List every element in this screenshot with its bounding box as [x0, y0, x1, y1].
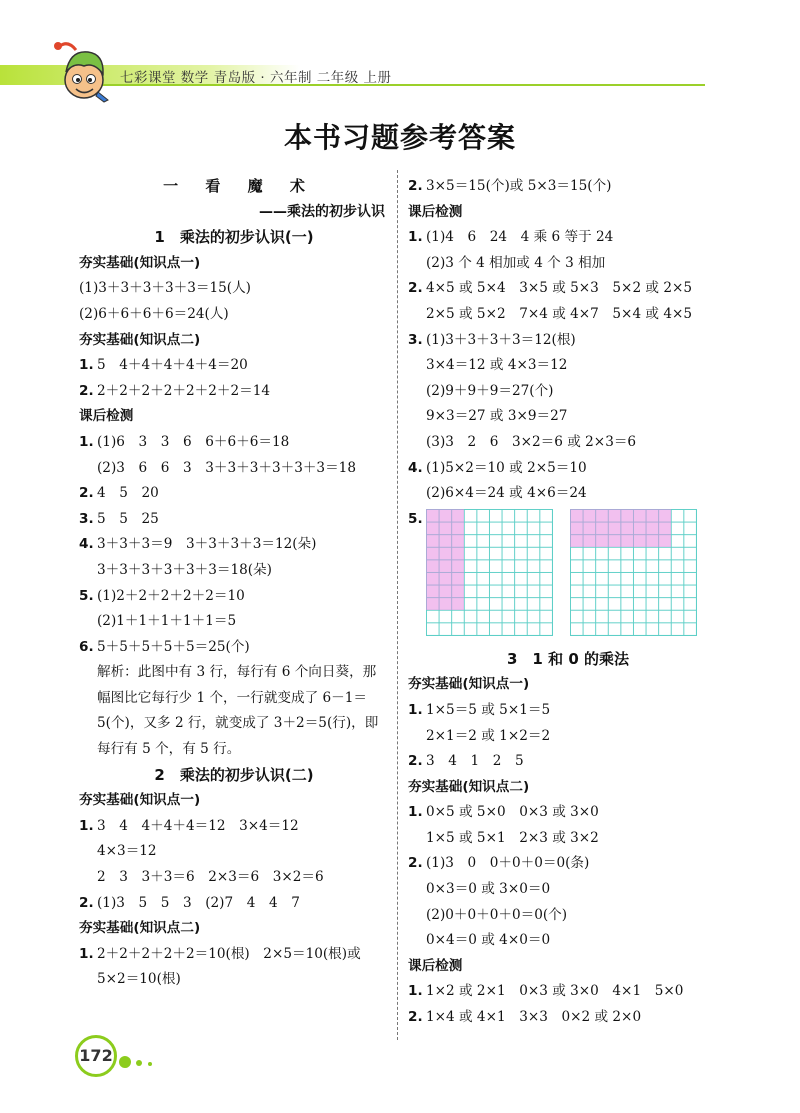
answer-line-continued: (2)3 个 4 相加或 4 个 3 相加 — [426, 254, 606, 271]
answer-text: 2＋2＋2＋2＋2＝10(根) 2×5＝10(根)或 — [97, 945, 361, 962]
answer-line — [79, 814, 389, 840]
lesson-title: 1 乘法的初步认识(一) — [154, 228, 314, 247]
lesson-title: 3 1 和 0 的乘法 — [507, 649, 629, 668]
answer-line — [79, 430, 389, 456]
question-number: 2. — [79, 894, 94, 911]
answer-line — [408, 174, 728, 200]
unit-subtitle: ——乘法的初步认识 — [259, 203, 385, 220]
answer-line — [79, 942, 389, 968]
question-number: 2. — [408, 280, 423, 297]
header-text: 七彩课堂 数学 青岛版 · 六年制 二年级 上册 — [120, 70, 392, 86]
question-number: 6. — [79, 638, 94, 655]
column-divider — [397, 170, 398, 1040]
grid-right-shaded-area — [570, 509, 671, 547]
answer-text: (1)3＋3＋3＋3＝12(根) — [426, 331, 576, 348]
section-heading: 夯实基础(知识点一) — [79, 254, 201, 271]
answer-line — [79, 481, 389, 507]
question-number: 1. — [79, 433, 94, 450]
answer-text: 3 4 1 2 5 — [426, 753, 524, 770]
section-heading: 夯实基础(知识点二) — [79, 331, 201, 348]
grid-right — [570, 509, 697, 636]
question-number: 2. — [79, 485, 94, 502]
answer-line — [79, 532, 389, 558]
answer-line — [408, 979, 728, 1005]
question-number: 2. — [408, 1009, 423, 1026]
lesson-title: 2 乘法的初步认识(二) — [154, 765, 314, 784]
question-number: 1. — [79, 357, 94, 374]
answer-text: 3×5＝15(个)或 5×3＝15(个) — [426, 178, 612, 194]
answer-line: (2)6＋6＋6＋6＝24(人) — [79, 305, 229, 322]
answer-line: (1)3＋3＋3＋3＋3＝15(人) — [79, 280, 251, 297]
question-number: 4. — [79, 536, 94, 553]
answer-text: (1)5×2＝10 或 2×5＝10 — [426, 459, 587, 476]
page-dot-medium — [136, 1060, 142, 1066]
answer-line-continued: (2)3 6 6 3 3＋3＋3＋3＋3＋3＝18 — [97, 459, 356, 476]
answer-line — [408, 749, 728, 775]
answer-text: 2＋2＋2＋2＋2＋2＋2＝14 — [97, 382, 270, 399]
answer-line-continued: (2)9＋9＋9＝27(个) — [426, 382, 554, 399]
page-number: 172 — [75, 1035, 117, 1077]
answer-line — [79, 635, 389, 661]
answer-text: 5 5 25 — [97, 510, 159, 527]
answer-text: 5 4＋4＋4＋4＋4＝20 — [97, 357, 248, 374]
answer-text: 4 5 20 — [97, 485, 159, 502]
question-number: 2. — [408, 753, 423, 770]
page-dot-small — [148, 1062, 152, 1066]
answer-line-continued: 5(个)，又多 2 行，就变成了 3＋2＝5(行)，即 — [97, 715, 379, 732]
section-heading: 课后检测 — [408, 203, 463, 220]
answer-line-continued: 0×3＝0 或 3×0＝0 — [426, 881, 551, 898]
answer-line-continued: (2)0＋0＋0＋0＝0(个) — [426, 906, 568, 923]
answer-text: 0×5 或 5×0 0×3 或 3×0 — [426, 804, 599, 821]
answer-line — [79, 353, 389, 379]
question-number: 3. — [408, 331, 423, 348]
section-heading: 夯实基础(知识点一) — [79, 792, 201, 809]
answer-line — [408, 698, 728, 724]
answer-text: (1)4 6 24 4 乘 6 等于 24 — [426, 229, 614, 246]
answer-line-continued: 幅图比它每行少 1 个，一行就变成了 6－1＝ — [97, 689, 368, 706]
answer-text: 3＋3＋3＝9 3＋3＋3＋3＝12(朵) — [97, 536, 317, 553]
section-heading: 夯实基础(知识点二) — [79, 920, 201, 937]
answer-line — [408, 328, 728, 354]
section-heading: 夯实基础(知识点二) — [408, 778, 530, 795]
question-number: 2. — [79, 382, 94, 399]
answer-line-continued: 0×4＝0 或 4×0＝0 — [426, 932, 551, 949]
answer-line — [408, 1005, 728, 1031]
answer-line-continued: (3)3 2 6 3×2＝6 或 2×3＝6 — [426, 433, 637, 450]
answer-text: (1)2＋2＋2＋2＋2＝10 — [97, 587, 245, 604]
question-number: 1. — [408, 983, 423, 1000]
answer-text: 5＋5＋5＋5＋5＝25(个) — [97, 638, 250, 655]
answer-line-continued: 2 3 3＋3＝6 2×3＝6 3×2＝6 — [97, 869, 324, 886]
answer-text: 4×5 或 5×4 3×5 或 5×3 5×2 或 2×5 — [426, 280, 693, 297]
answer-text: (1)3 0 0＋0＋0＝0(条) — [426, 855, 590, 872]
answer-text: 1×4 或 4×1 3×3 0×2 或 2×0 — [426, 1009, 642, 1026]
question-number: 4. — [408, 459, 423, 476]
section-heading: 夯实基础(知识点一) — [408, 676, 530, 693]
question-number: 5. — [79, 587, 94, 604]
answer-line-continued: 3×4＝12 或 4×3＝12 — [426, 357, 568, 374]
mascot-icon — [46, 36, 116, 106]
answer-line-continued: 2×1＝2 或 1×2＝2 — [426, 727, 551, 744]
answer-line-continued: 每行有 5 个，有 5 行。 — [97, 741, 241, 758]
answer-text: 3 4 4＋4＋4＝12 3×4＝12 — [97, 817, 299, 834]
grid-figure-row — [408, 507, 728, 647]
question-number: 1. — [408, 229, 423, 246]
question-number: 2. — [408, 855, 423, 872]
answer-line — [79, 584, 389, 610]
answer-text: 1×2 或 2×1 0×3 或 3×0 4×1 5×0 — [426, 983, 684, 1000]
question-number: 1. — [408, 701, 423, 718]
answer-line — [408, 456, 728, 482]
answer-text: (1)6 3 3 6 6＋6＋6＝18 — [97, 433, 290, 450]
answer-line-continued: 4×3＝12 — [97, 843, 157, 860]
question-number: 5. — [408, 510, 423, 527]
answer-line-continued: (2)1＋1＋1＋1＋1＝5 — [97, 613, 237, 630]
answer-line-continued: 解析：此图中有 3 行，每行有 6 个向日葵，那 — [97, 664, 377, 681]
answer-line-continued: 2×5 或 5×2 7×4 或 4×7 5×4 或 4×5 — [426, 305, 693, 322]
answer-line — [79, 891, 389, 917]
grid-left — [426, 509, 553, 636]
answer-line — [408, 276, 728, 302]
question-number: 2. — [408, 178, 423, 194]
answer-line — [79, 507, 389, 533]
answer-line-continued: 1×5 或 5×1 2×3 或 3×2 — [426, 829, 599, 846]
left-column — [79, 174, 389, 993]
unit-title: 一 看 魔 术 — [163, 177, 305, 195]
answer-text: 1×5＝5 或 5×1＝5 — [426, 701, 551, 718]
answer-line-continued: 5×2＝10(根) — [97, 971, 181, 988]
question-number: 1. — [408, 804, 423, 821]
answer-line-continued: 9×3＝27 或 3×9＝27 — [426, 408, 568, 425]
answer-line — [408, 800, 728, 826]
answer-line-continued: 3＋3＋3＋3＋3＋3＝18(朵) — [97, 561, 272, 578]
section-heading: 课后检测 — [79, 408, 134, 425]
answer-text: (1)3 5 5 3 (2)7 4 4 7 — [97, 894, 300, 911]
grid-left-shaded-area — [426, 509, 464, 610]
answer-line — [408, 851, 728, 877]
answer-line-continued: (2)6×4＝24 或 4×6＝24 — [426, 485, 587, 502]
page-title: 本书习题参考答案 — [283, 121, 516, 154]
question-number: 3. — [79, 510, 94, 527]
section-heading: 课后检测 — [408, 957, 463, 974]
right-column — [408, 174, 728, 1031]
question-number: 1. — [79, 945, 94, 962]
answer-line — [79, 379, 389, 405]
question-number: 1. — [79, 817, 94, 834]
answer-line — [408, 225, 728, 251]
page-dot-large — [119, 1056, 131, 1068]
